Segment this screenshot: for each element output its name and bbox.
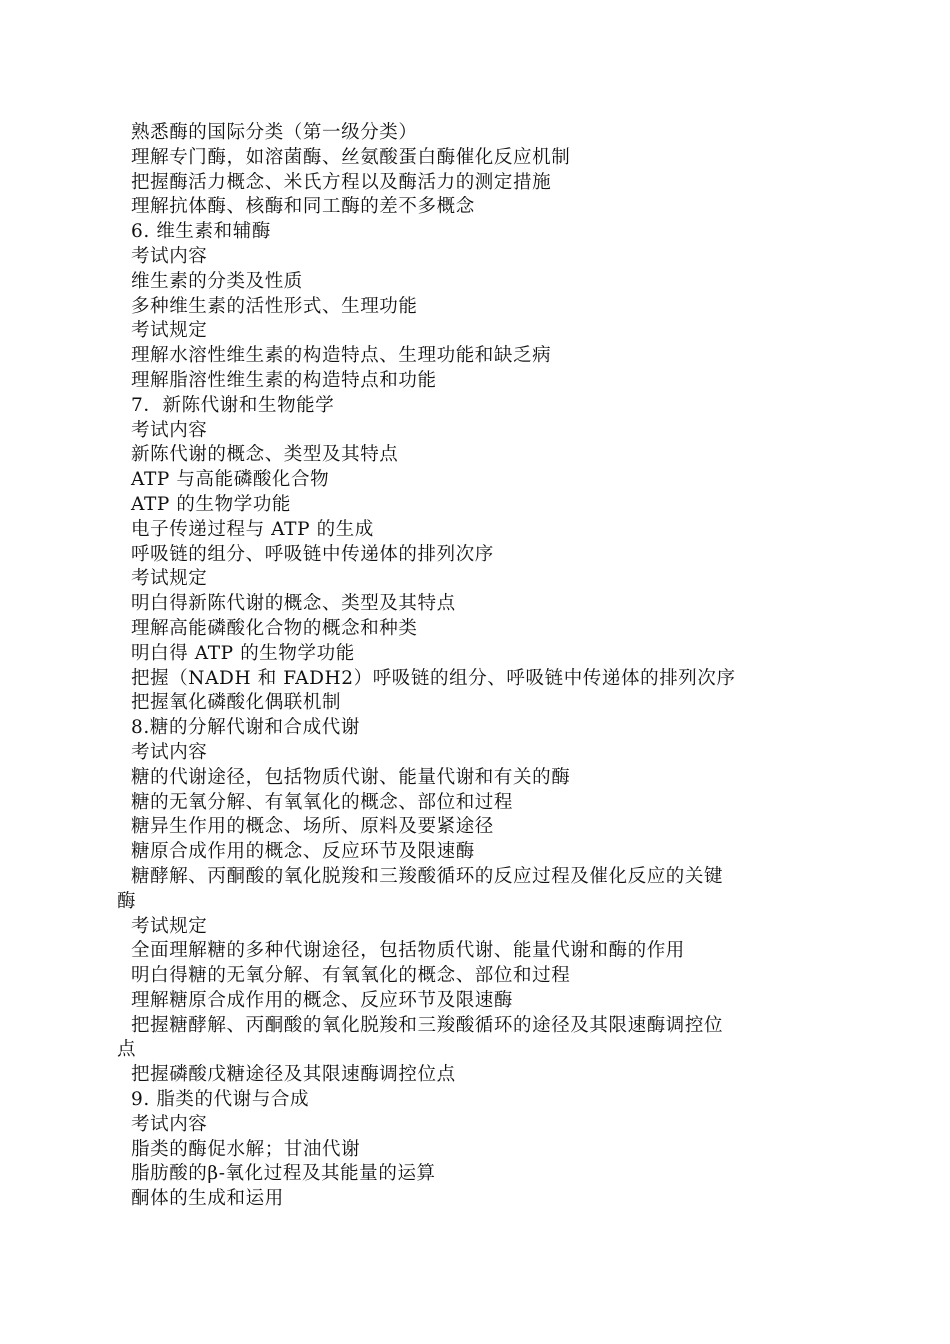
text-line: 全面理解糖的多种代谢途径，包括物质代谢、能量代谢和酶的作用: [131, 940, 685, 962]
text-line: 把握糖酵解、丙酮酸的氧化脱羧和三羧酸循环的途径及其限速酶调控位: [131, 1014, 724, 1036]
text-line: 把握酶活力概念、米氏方程以及酶活力的测定措施: [131, 171, 552, 193]
text-line: 明白得糖的无氧分解、有氧氧化的概念、部位和过程: [131, 965, 571, 987]
text-line: ATP 的生物学功能: [131, 493, 292, 515]
text-line: 理解脂溶性维生素的构造特点和功能: [131, 369, 437, 391]
text-line: 呼吸链的组分、呼吸链中传递体的排列次序: [131, 543, 494, 565]
text-line: 考试内容: [131, 1113, 208, 1135]
text-line: 考试规定: [131, 915, 208, 937]
text-line: 熟悉酶的国际分类（第一级分类）: [131, 122, 418, 143]
text-line: 脂肪酸的β-氧化过程及其能量的运算: [131, 1163, 436, 1185]
text-line: 考试内容: [131, 419, 208, 441]
text-line: ATP 与高能磷酸化合物: [131, 469, 330, 491]
text-line: 把握（NADH 和 FADH2）呼吸链的组分、呼吸链中传递体的排列次序: [131, 667, 736, 689]
text-line: 8.糖的分解代谢和合成代谢: [131, 717, 360, 739]
text-line: 把握磷酸戊糖途径及其限速酶调控位点: [131, 1064, 456, 1086]
text-line: 电子传递过程与 ATP 的生成: [131, 518, 374, 540]
text-line: 把握氧化磷酸化偶联机制: [131, 692, 342, 714]
text-line: 9. 脂类的代谢与合成: [131, 1089, 310, 1111]
text-line: 糖异生作用的概念、场所、原料及要紧途径: [131, 816, 494, 838]
text-line: 理解水溶性维生素的构造特点、生理功能和缺乏病: [131, 345, 552, 367]
text-line: 糖酵解、丙酮酸的氧化脱羧和三羧酸循环的反应过程及催化反应的关键: [131, 865, 724, 887]
text-line: 考试内容: [131, 245, 208, 267]
text-line: 明白得 ATP 的生物学功能: [131, 642, 355, 664]
text-line: 理解高能磷酸化合物的概念和种类: [131, 617, 418, 639]
text-line: 理解抗体酶、核酶和同工酶的差不多概念: [131, 196, 475, 218]
text-line: 多种维生素的活性形式、生理功能: [131, 295, 418, 317]
text-line: 糖的无氧分解、有氧氧化的概念、部位和过程: [131, 791, 514, 813]
text-line: 点: [117, 1039, 137, 1061]
text-line: 理解糖原合成作用的概念、反应环节及限速酶: [131, 989, 514, 1011]
text-line: 新陈代谢的概念、类型及其特点: [131, 444, 399, 466]
text-line: 6. 维生素和辅酶: [131, 221, 271, 243]
text-line: 考试规定: [131, 568, 208, 590]
text-line: 考试内容: [131, 741, 208, 763]
text-line: 7．新陈代谢和生物能学: [131, 394, 335, 416]
text-line: 糖的代谢途径，包括物质代谢、能量代谢和有关的酶: [131, 766, 571, 788]
document-body: [117, 121, 837, 1212]
text-line: 维生素的分类及性质: [131, 270, 303, 292]
text-line: 酮体的生成和运用: [131, 1188, 284, 1210]
text-line: 考试规定: [131, 320, 208, 342]
text-line: 理解专门酶，如溶菌酶、丝氨酸蛋白酶催化反应机制: [131, 146, 571, 168]
text-line: 酶: [117, 890, 137, 912]
text-line: 糖原合成作用的概念、反应环节及限速酶: [131, 841, 475, 863]
text-line: 脂类的酶促水解；甘油代谢: [131, 1138, 361, 1160]
text-line: 明白得新陈代谢的概念、类型及其特点: [131, 593, 456, 615]
